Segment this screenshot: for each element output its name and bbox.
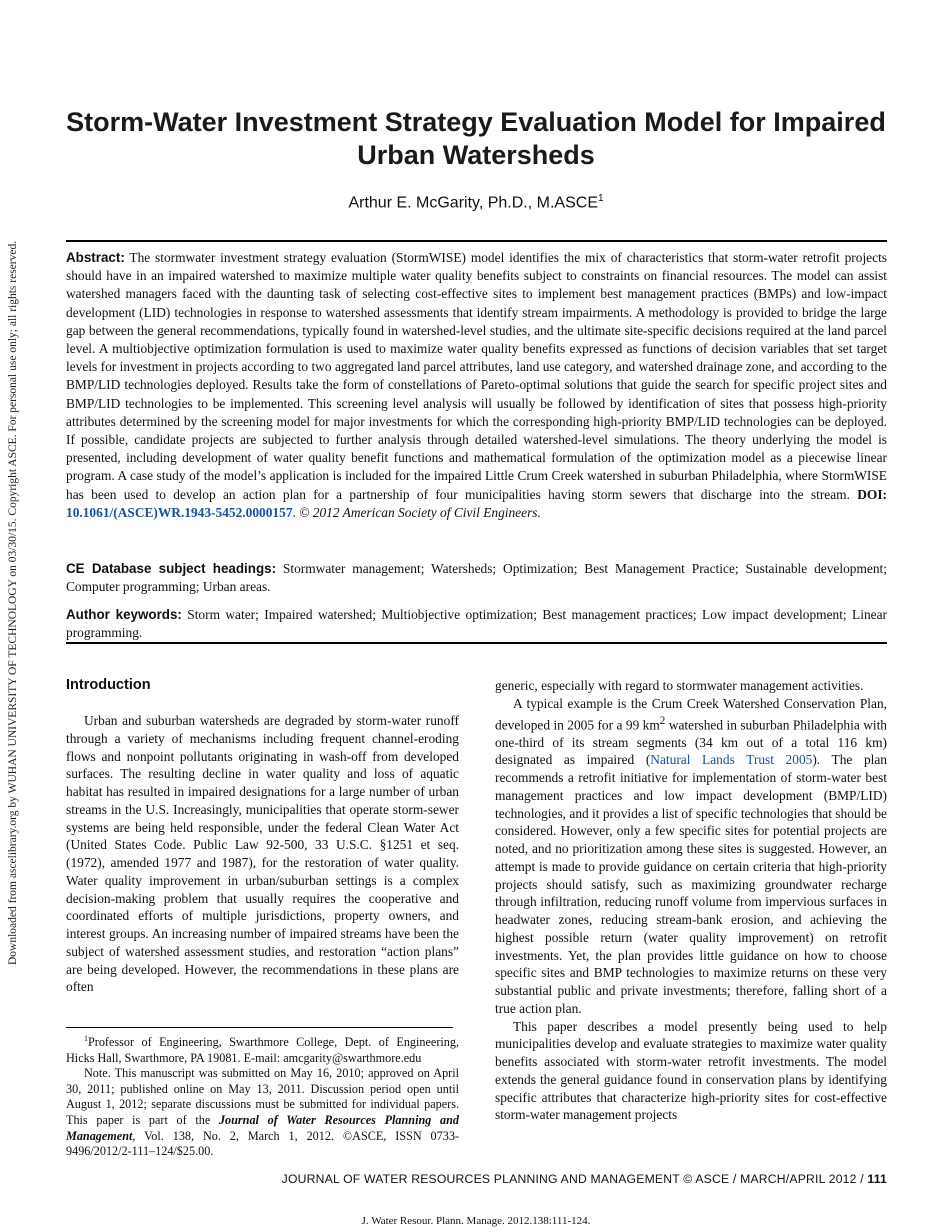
- keywords-text: Storm water; Impaired watershed; Multiobjective optimization; Best management practices; Low impact development; Linear programming.: [66, 607, 887, 641]
- author-name: Arthur E. McGarity, Ph.D., M.ASCE: [348, 194, 598, 212]
- ce-headings-label: CE Database subject headings:: [66, 561, 277, 576]
- author-footnote-mark: 1: [597, 193, 604, 204]
- running-footer: [66, 1172, 887, 1186]
- abstract: Abstract: The stormwater investment strategy evaluation (StormWISE) model identifies the mix of characteristics that storm-water retrofit projects should have in an impaired watershed to maximize multiple water quality benefits subject to constraints on financial resources. The model can assist watershed managers faced with the daunting task of selecting cost-effective sites to implement best management practices (BMPs) and low-impact development (LID) technologies in response to watershed assessments that identify stream impairments. A methodology is provided to bridge the large gap between the general recommendations, typically found in watershed-level studies, and the ultimate site-specific decisions required at the land parcel level. A multiobjective optimization formulation is used to maximize water quality benefits expressed as functions of decision variables that set target levels for investment in projects according to two aggregated land parcel attributes, land use category, and watershed drainage zone, and according to the BMP/LID technologies deployed. Results take the form of constellations of Pareto-optimal solutions that guide the search for specific project sites and BMP/LID technologies to be implemented. This screening level analysis will usually be followed by identification of sites that possess high-priority attributes determined by the screening model for major investments for which the corresponding high-priority BMP/LID technologies can be deployed. If possible, candidate projects are subjected to further analysis through detailed watershed-level simulations. The theory underlying the model is presented, including development of water quality benefit functions and mathematical formulation of the optimization model as a piecewise linear program. A case study of the model’s application is included for the impaired Little Crum Creek watershed in suburban Philadelphia, where StormWISE has been used to develop an action plan for a partnership of four municipalities having storm sewers that discharge into the stream. DOI: 10.1061/(ASCE)WR.1943-5452.0000157. © 2012 American Society of Civil Engineers.: [66, 250, 887, 520]
- abstract-top-rule: [66, 240, 887, 242]
- ce-subject-headings: [66, 560, 887, 596]
- left-column: [66, 712, 459, 996]
- footnotes: [66, 1031, 459, 1160]
- footnote-journal-name: Journal of Water Resources Planning and Management: [66, 1113, 459, 1143]
- copyright-notice: © 2012 American Society of Civil Engineers.: [299, 504, 541, 520]
- citation-line: J. Water Resour. Plann. Manage. 2012.138:111-124.: [361, 1215, 591, 1227]
- footnote-affiliation: [66, 1031, 459, 1066]
- p2-text-a: A typical example is the Crum Creek Watershed Conservation Plan, developed in 2005 for a 99 km: [495, 695, 887, 732]
- keywords-label: Author keywords:: [66, 607, 182, 622]
- page-number: 111: [867, 1172, 887, 1186]
- section-heading-introduction: Introduction: [66, 677, 151, 693]
- article-title: Storm-Water Investment Strategy Evaluation Model for Impaired Urban Watersheds: [66, 107, 886, 170]
- ce-headings-text: Stormwater management; Watersheds; Optimization; Best Management Practice; Sustainable development; Computer programming; Urban areas.: [66, 561, 887, 595]
- footnote-note: [66, 1066, 459, 1160]
- running-footer-text: JOURNAL OF WATER RESOURCES PLANNING AND MANAGEMENT © ASCE / MARCH/APRIL 2012 /: [281, 1172, 868, 1186]
- abstract-label: Abstract:: [66, 250, 125, 265]
- reference-link-natural-lands-trust[interactable]: Natural Lands Trust 2005: [650, 752, 813, 768]
- intro-paragraph-1: Urban and suburban watersheds are degraded by storm-water runoff through a variety of mechanisms including frequent channel-eroding flows and nonpoint pollutants originating in wash-off from developed surfaces. The resulting decline in water quality and loss of aquatic habitat has resulted in impaired designations for a large number of urban streams in the U.S. Increasingly, municipalities that operate storm-sewer systems are being held responsible, under the federal Clean Water Act (United States Code. Public Law 92-500, 33 U.S.C. §1251 et seq. (1972), amended 1977 and 1987), for the restoration of water quality. Water quality improvement in urban/suburban settings is a complex decision-making problem that usually requires the cooperative and coordinated efforts of multiple jurisdictions, property owners, and interest groups. An increasing number of impaired streams have been the subject of watershed assessment studies, and restoration “action plans” are being developed. However, the recommendations in these plans are often: [66, 713, 459, 995]
- p2-text-b: watershed in suburban Philadelphia with one-third of its stream segments (34 km out of a total 116 km) designated as impaired (: [495, 716, 887, 768]
- doi-link[interactable]: 10.1061/(ASCE)WR.1943-5452.0000157: [66, 504, 293, 520]
- download-watermark: Downloaded from ascelibrary.org by WUHAN UNIVERSITY OF TECHNOLOGY on 03/30/15. Copyright ASCE. For personal use only; all rights reserved.: [7, 240, 19, 966]
- doi-label: DOI:: [857, 486, 887, 502]
- footnote-rule: [66, 1027, 453, 1028]
- footnote-mark: 1: [84, 1034, 88, 1043]
- p2-superscript: 2: [659, 714, 666, 727]
- intro-paragraph-1-continued: generic, especially with regard to stormwater management activities.: [495, 678, 864, 693]
- right-column: [495, 677, 887, 1124]
- intro-paragraph-2: [495, 695, 887, 1018]
- p2-text-c: ). The plan recommends a retrofit initiative for implementation of storm-water best management practices and low impact development (BMP/LID) technologies, and it provides a list of specific technologies that should be considered. However, only a few specific sites for potential projects are noted, and no prioritization among these sites is suggested. However, an attempt is made to provide guidance on certain criteria that high-priority projects should satisfy, such as maximizing groundwater recharge through infiltration, reducing runoff volume from impervious surfaces in headwater zones, reducing stream-bank erosion, and achieving the highest possible return (water quality improvement) on retrofit investments. Yet, the plan provides little guidance on how to choose specific sites and BMP technologies to maximize returns on these very substantial public and private investments; therefore, falling short of a true action plan.: [495, 752, 887, 1016]
- footnote-note-text-b: , Vol. 138, No. 2, March 1, 2012. ©ASCE, ISSN 0733-9496/2012/2-111–124/$25.00.: [66, 1128, 459, 1159]
- footnote-note-text-a: Note. This manuscript was submitted on May 16, 2010; approved on April 30, 2011; published online on May 13, 2011. Discussion period open until August 1, 2012; separate discussions must be submitted for individual papers. This paper is part of the: [66, 1066, 459, 1128]
- author-line: [66, 188, 886, 214]
- intro-paragraph-3: This paper describes a model presently being used to help municipalities develop and evaluate strategies to maximize water quality benefits associated with storm-water retrofit investments. The model extends the general guidance found in conservation plans by identifying specific attributes that characterize high-priority sites for cost-effective storm-water management projects: [495, 1018, 887, 1123]
- author-keywords: [66, 606, 887, 642]
- abstract-bottom-rule: [66, 642, 887, 644]
- footnote-affiliation-text: Professor of Engineering, Swarthmore College, Dept. of Engineering, Hicks Hall, Swarthmore, PA 19081. E-mail: amcgarity@swarthmore.edu: [66, 1035, 459, 1065]
- abstract-text: The stormwater investment strategy evaluation (StormWISE) model identifies the mix of characteristics that storm-water retrofit projects should have in an impaired watershed to maximize multiple water quality benefits subject to constraints on financial resources. The model can assist watershed managers faced with the daunting task of selecting cost-effective sites to implement best management practices (BMPs) and low-impact development (LID) technologies in response to watershed assessments that identify stream impairments. A methodology is provided to bridge the large gap between the general recommendations, typically found in watershed-level studies, and the ultimate site-specific decisions required at the land parcel level. A multiobjective optimization formulation is used to maximize water quality benefits expressed as functions of decision variables that set target levels for investment in projects according to two aggregated land parcel attributes, land use category, and watershed drainage zone, and according to the BMP/LID technologies deployed. Results take the form of constellations of Pareto-optimal solutions that guide the search for specific project sites and BMP/LID technologies to be implemented. This screening level analysis will usually be followed by identification of sites that possess high-priority attributes determined by the screening model for major investments for which the corresponding high-priority BMP/LID technologies can be deployed. If possible, candidate projects are subjected to further analysis through detailed watershed-level simulations. The theory underlying the model is presented, including development of water quality benefit functions and mathematical formulation of the optimization model as a piecewise linear program. A case study of the model’s application is included for the impaired Little Crum Creek watershed in suburban Philadelphia, where StormWISE has been used to develop an action plan for a partnership of four municipalities having storm sewers that discharge into the stream.: [66, 250, 887, 502]
